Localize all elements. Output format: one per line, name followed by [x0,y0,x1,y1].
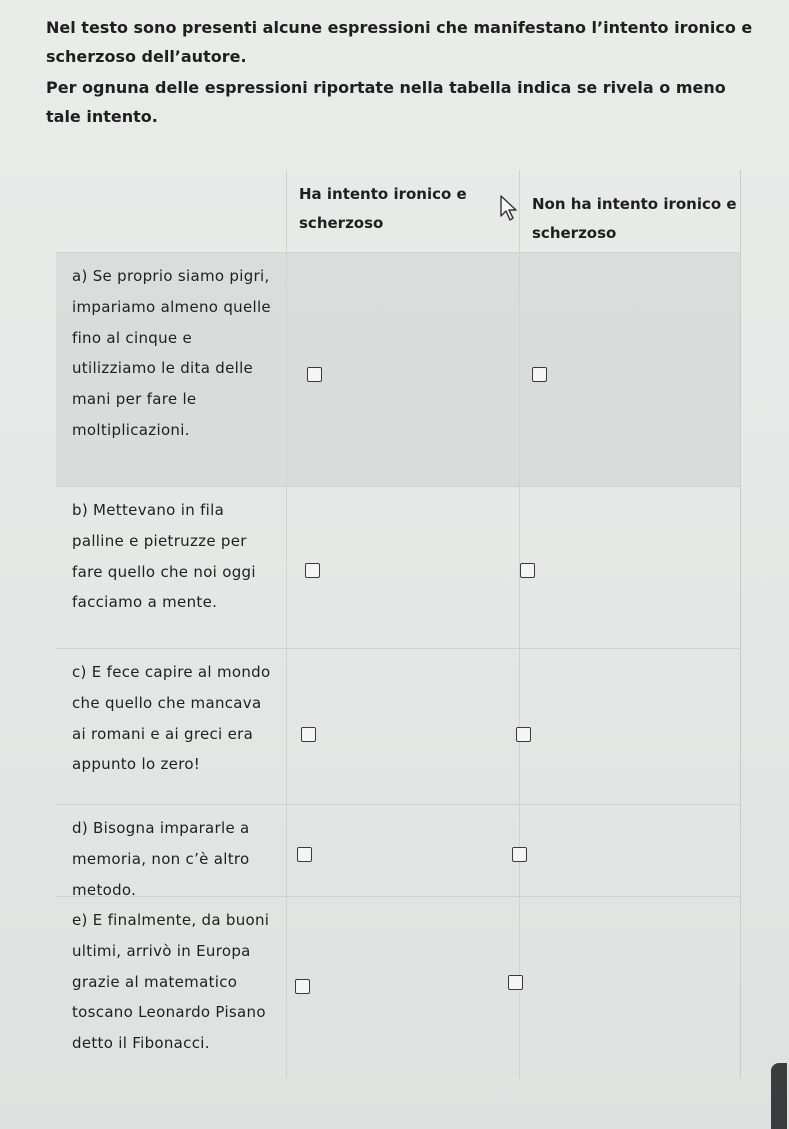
checkbox-not-ironic[interactable] [520,563,535,578]
table-row [56,486,740,649]
not-ironic-cell [520,897,740,1079]
ironic-cell [287,487,520,649]
text-cursor-icon [498,194,520,224]
table-row [56,648,740,805]
header-ironic-label: Ha intento ironico e scherzoso [299,185,467,232]
statement-text: e) E finalmente, da buoni ultimi, arrivò in Europa grazie al matematico toscano Leonardo Pisano detto il Fibonacci. [72,911,270,1053]
ironic-cell [287,649,520,805]
statement-cell [56,487,287,649]
ironic-cell [287,897,520,1079]
checkbox-ironic[interactable] [307,367,322,382]
ironic-cell [287,253,520,487]
table-row [56,896,740,1079]
statement-cell [56,897,287,1079]
checkbox-ironic[interactable] [297,847,312,862]
checkbox-ironic[interactable] [301,727,316,742]
instructions [46,14,766,131]
statement-text: b) Mettevano in fila palline e pietruzze per fare quello che noi oggi facciamo a mente. [72,501,256,612]
instructions-paragraph-1: Nel testo sono presenti alcune espressioni che manifestano l’intento ironico e scherzoso dell’autore. [46,18,753,66]
checkbox-not-ironic[interactable] [532,367,547,382]
checkbox-not-ironic[interactable] [512,847,527,862]
table-row [56,252,740,487]
header-cell-not-ironic [520,170,740,252]
table-header-row [56,170,740,252]
statement-cell [56,649,287,805]
header-cell-statement [56,170,287,252]
statement-cell [56,805,287,897]
header-cell-ironic [287,170,520,252]
not-ironic-cell [520,253,740,487]
not-ironic-cell [520,487,740,649]
checkbox-not-ironic[interactable] [508,975,523,990]
not-ironic-cell [520,805,740,897]
checkbox-ironic[interactable] [295,979,310,994]
ironic-cell [287,805,520,897]
device-edge [771,1063,787,1129]
statement-text: d) Bisogna impararle a memoria, non c’è altro metodo. [72,819,250,899]
instructions-paragraph-2: Per ognuna delle espressioni riportate nella tabella indica se rivela o meno tale intento. [46,78,726,126]
not-ironic-cell [520,649,740,805]
statement-text: c) E fece capire al mondo che quello che mancava ai romani e ai greci era appunto lo zero! [72,663,271,774]
checkbox-not-ironic[interactable] [516,727,531,742]
statement-cell [56,253,287,487]
statement-text: a) Se proprio siamo pigri, impariamo almeno quelle fino al cinque e utilizziamo le dita delle mani per fare le moltiplicazioni. [72,267,271,439]
checkbox-ironic[interactable] [305,563,320,578]
exercise-table [56,170,741,1078]
table-row [56,804,740,897]
header-not-ironic-label: Non ha intento ironico e scherzoso [532,195,737,242]
